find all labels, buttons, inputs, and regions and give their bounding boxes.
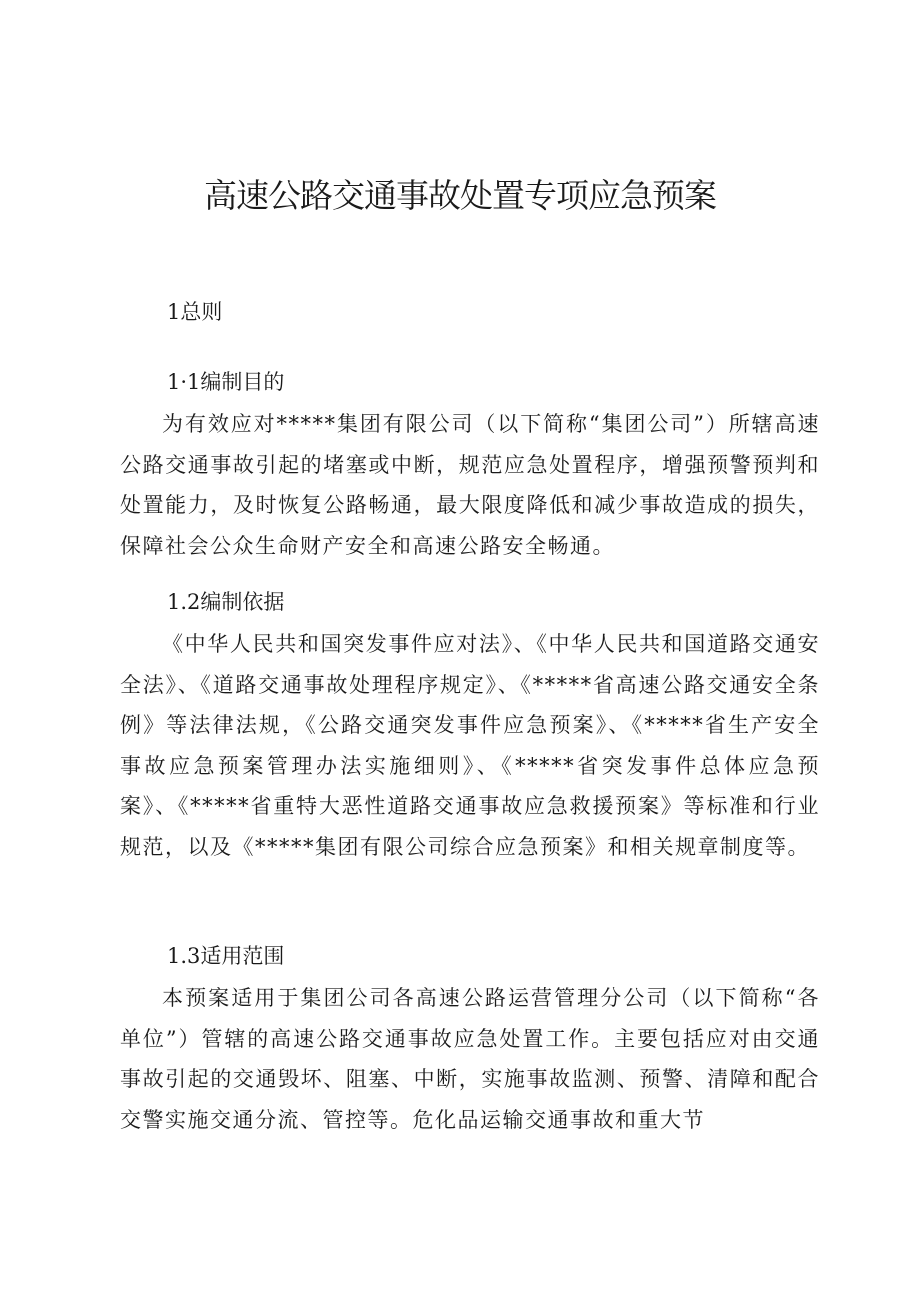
section-body-1-3: 本预案适用于集团公司各高速公路运营管理分公司（以下简称“各单位”）管辖的高速公路交通事故应急处置工作。主要包括应对由交通事故引起的交通毁坏、阻塞、中断，实施事故监测、预警、清障和配合交警实施交通分流、管控等。危化品运输交通事故和重大节 [120, 986, 820, 1132]
section-heading-1-3: 1.3适用范围 [167, 944, 285, 968]
section-heading-general: 1总则 [167, 300, 223, 324]
document-title: 高速公路交通事故处置专项应急预案 [204, 176, 716, 215]
section-body-1-1: 为有效应对*****集团有限公司（以下简称“集团公司”）所辖高速公路交通事故引起的堵塞或中断，规范应急处置程序，增强预警预判和处置能力，及时恢复公路畅通，最大限度降低和减少事故造成的损失，保障社会公众生命财产安全和高速公路安全畅通。 [120, 412, 820, 558]
section-heading-1-1: 1·1编制目的 [167, 370, 285, 394]
section-heading-1-2: 1.2编制依据 [167, 590, 285, 614]
section-body-1-2: 《中华人民共和国突发事件应对法》、《中华人民共和国道路交通安全法》、《道路交通事故处理程序规定》、《*****省高速公路交通安全条例》等法律法规，《公路交通突发事件应急预案》、《*****省生产安全事故应急预案管理办法实施细则》、《*****省突发事件总体应急预案》、《*****省重特大恶性道路交通事故应急救援预案》等标准和行业规范，以及《*****集团有限公司综合应急预案》和相关规章制度等。 [120, 632, 820, 859]
